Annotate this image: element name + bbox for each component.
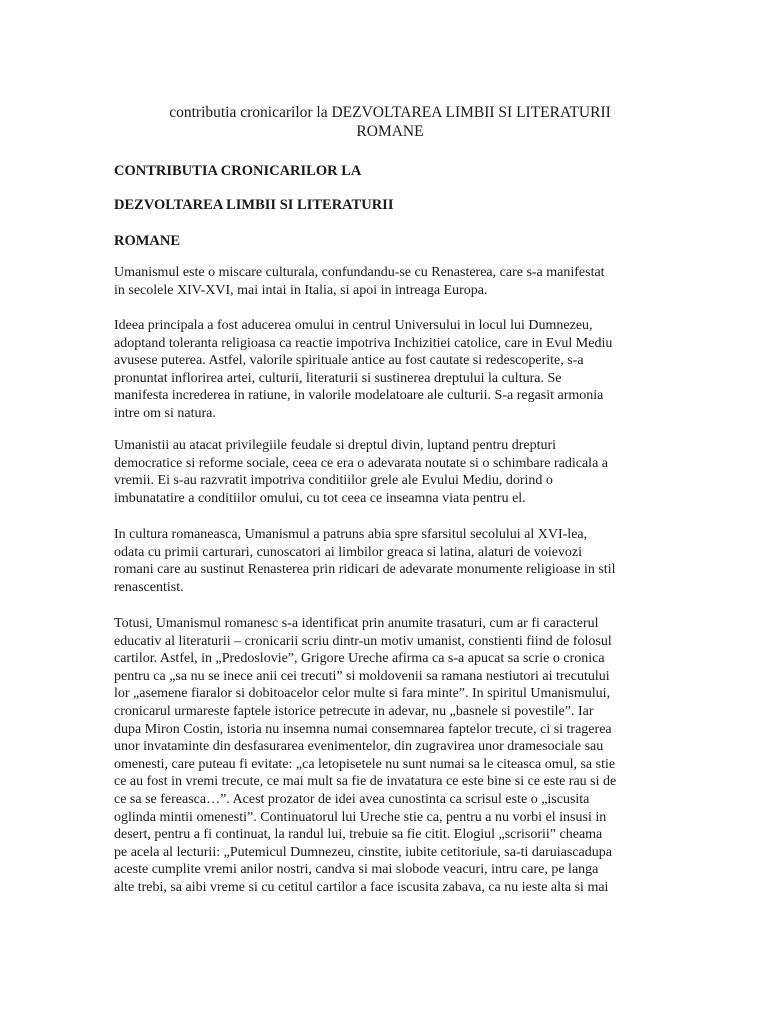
paragraph-line: cartilor. Astfel, in „Predoslovie”, Grigore Ureche afirma ca s-a apucat sa scrie o cronica: [114, 651, 605, 667]
paragraph-3: [114, 437, 659, 507]
paragraph-line: educativ al literaturii – cronicarii scriu dintr-un motiv umanist, constienti fiind de folosul: [114, 633, 612, 649]
paragraph-line: cronicarul urmareste faptele istorice petrecute in adevar, nu „basnele si povestile”. Iar: [114, 703, 594, 719]
paragraph-2: [114, 317, 659, 423]
document-title-line-2: ROMANE: [356, 123, 424, 140]
paragraph-line: Umanistii au atacat privilegiile feudale si dreptul divin, luptand pentru drepturi: [114, 438, 557, 453]
paragraph-line: in secolele XIV-XVI, mai intai in Italia, si apoi in intreaga Europa.: [114, 282, 488, 298]
paragraph-line: lor „asemene fiaralor si dobitoacelor celor multe si fara minte”. In spiritul Umanismului,: [114, 686, 611, 702]
paragraph-line: odata cu primii carturari, cunoscatori ai limbilor greaca si latina, alaturi de voievozi: [114, 544, 583, 560]
paragraph-line: alte trebi, sa aibi vreme si cu cetitul cartilor a face iscusita zabava, ca nu ieste alta si mai: [114, 879, 609, 895]
paragraph-line: ce au fost in vremi trecute, ce mai mult sa fie de invatatura ce este bine si ce este rau si de: [114, 774, 617, 790]
paragraph-line: romani care au sustinut Renasterea prin ridicari de adevarate monumente religioase in stil: [114, 562, 616, 578]
paragraph-line: In cultura romaneasca, Umanismul a patruns abia spre sfarsitul secolului al XVI-lea,: [114, 527, 588, 542]
document-title-line-1: contributia cronicarilor la DEZVOLTAREA LIMBII SI LITERATURII: [169, 104, 611, 121]
paragraph-1: [114, 264, 659, 299]
paragraph-line: manifesta increderea in ratiune, in valorile modelatoare ale culturii. S-a regasit armonia: [114, 388, 604, 404]
paragraph-line: renascentist.: [114, 579, 184, 595]
section-heading-1: CONTRIBUTIA CRONICARILOR LA: [114, 163, 362, 179]
paragraph-line: pentru ca „sa nu se inece anii cei trecuti” si moldovenii sa ramana nestiutori ai trecutului: [114, 668, 610, 684]
paragraph-line: adoptand toleranta religioasa ca reactie impotriva Inchizitiei catolice, care in Evul Mediu: [114, 335, 613, 351]
paragraph-line: oglinda mintii omenesti”. Continuatorul lui Ureche stie ca, pentru a nu vorbi el insusi in: [114, 809, 607, 825]
paragraph-line: desert, pentru a fi continuat, la randul lui, trebuie sa fie citit. Elogiul „scrisorii” cheama: [114, 827, 603, 843]
section-heading-2: DEZVOLTAREA LIMBII SI LITERATURII: [114, 197, 394, 213]
paragraph-line: omenesti, care puteau fi evitate: „ca letopisetele nu sunt numai sa le citeasca omul, sa stie: [114, 756, 616, 772]
paragraph-line: avusese puterea. Astfel, valorile spirituale antice au fost cautate si redescoperite, s-a: [114, 353, 584, 369]
paragraph-line: vremii. Ei s-au razvratit impotriva conditiilor grele ale Evului Mediu, dorind o: [114, 473, 553, 489]
paragraph-line: democratice si reforme sociale, ceea ce era o adevarata noutate si o schimbare radicala a: [114, 455, 608, 471]
paragraph-line: Umanismul este o miscare culturala, confundandu-se cu Renasterea, care s-a manifestat: [114, 265, 605, 280]
document-title: [110, 103, 670, 141]
paragraph-4: [114, 526, 659, 596]
paragraph-line: pronuntat inflorirea artei, culturii, literaturii si sustinerea dreptului la cultura. Se: [114, 370, 562, 386]
paragraph-line: intre om si natura.: [114, 405, 216, 421]
paragraph-line: aceste cumplite vremi anilor nostri, candva si mai slobode veacuri, intru care, pe langa: [114, 862, 599, 878]
paragraph-line: pe acela al lecturii: „Putemicul Dumnezeu, cinstite, iubite cetitoriule, sa-ti daruiascadupa: [114, 844, 612, 860]
paragraph-line: Ideea principala a fost aducerea omului in centrul Universului in locul lui Dumnezeu,: [114, 318, 593, 333]
paragraph-line: imbunatatire a conditiilor omului, cu tot ceea ce inseamna viata pentru el.: [114, 490, 526, 506]
section-heading-3: ROMANE: [114, 233, 181, 249]
paragraph-5: [114, 615, 659, 897]
paragraph-line: Totusi, Umanismul romanesc s-a identificat prin anumite trasaturi, cum ar fi caracterul: [114, 616, 599, 631]
paragraph-line: unor invataminte din desfasurarea evenimentelor, din zugravirea unor dramesociale sau: [114, 739, 604, 755]
paragraph-line: ce sa se fereasca…”. Acest prozator de idei avea cunostinta ca scrisul este o „iscusita: [114, 791, 590, 807]
paragraph-line: dupa Miron Costin, istoria nu insemna numai consemnarea faptelor trecute, ci si tragerea: [114, 721, 612, 737]
